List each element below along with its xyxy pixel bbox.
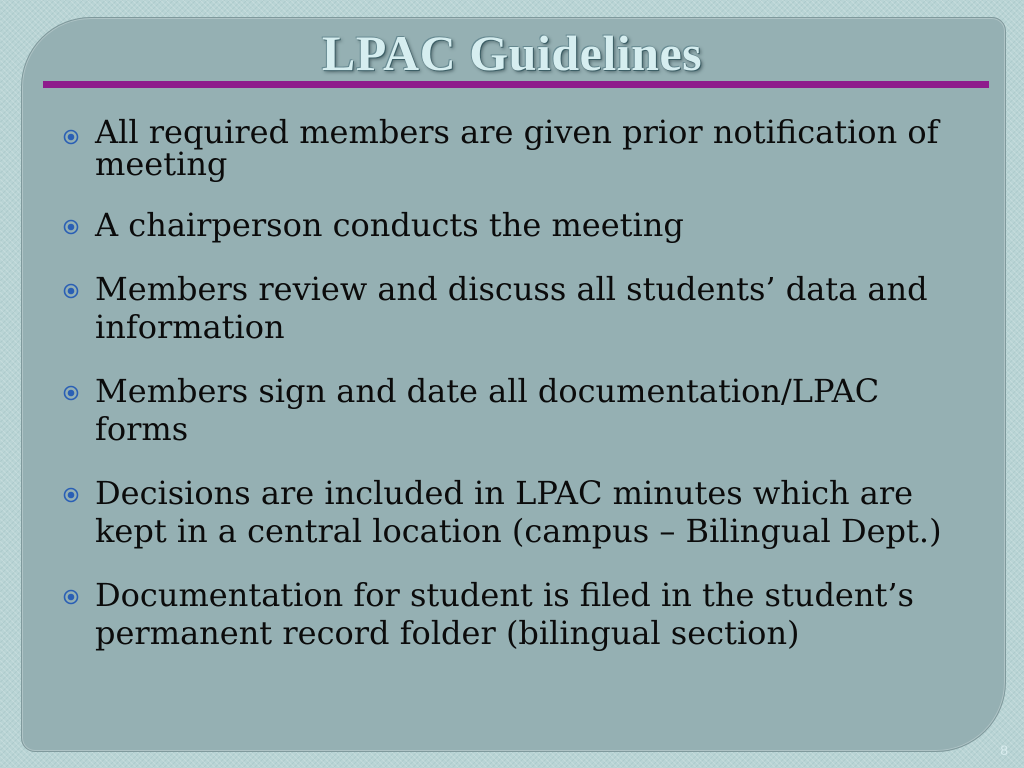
target-bullet-icon bbox=[63, 129, 79, 145]
slide-title: LPAC Guidelines bbox=[321, 25, 703, 81]
bullet-text: All required members are given prior notification of meeting bbox=[95, 113, 939, 183]
bullet-item-1 bbox=[62, 113, 942, 183]
bullet-text: Documentation for student is filed in the student’s permanent record folder (bilingual section) bbox=[95, 576, 914, 652]
bullet-item-4 bbox=[62, 372, 942, 448]
bullet-item-3 bbox=[62, 270, 942, 346]
bullet-item-2 bbox=[62, 206, 942, 244]
bullet-text: Decisions are included in LPAC minutes which are kept in a central location (campus – Bilingual Dept.) bbox=[95, 474, 942, 550]
bullet-text: Members review and discuss all students’ data and information bbox=[95, 270, 928, 346]
target-bullet-icon bbox=[63, 487, 79, 503]
bullet-item-6 bbox=[62, 576, 942, 652]
target-bullet-icon bbox=[63, 589, 79, 605]
bullet-item-5 bbox=[62, 474, 942, 550]
bullet-text: A chairperson conducts the meeting bbox=[95, 206, 684, 244]
slide-page-number: 8 bbox=[1000, 742, 1008, 758]
bullet-text: Members sign and date all documentation/LPAC forms bbox=[95, 372, 880, 448]
target-bullet-icon bbox=[63, 283, 79, 299]
title-underline bbox=[43, 81, 989, 88]
target-bullet-icon bbox=[63, 219, 79, 235]
target-bullet-icon bbox=[63, 385, 79, 401]
bullet-list bbox=[62, 113, 942, 678]
